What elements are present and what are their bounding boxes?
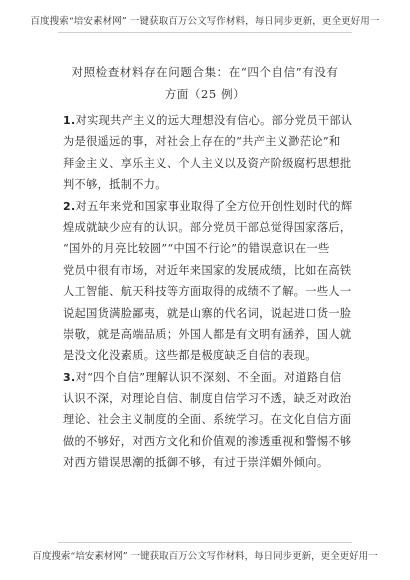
header-divider — [58, 32, 352, 33]
paragraph-text: 对五年来党和国家事业取得了全方位开创性划时代的辉 — [75, 199, 353, 213]
paragraph-line: 认识不深，对理论自信、制度自信学习不透，缺乏对政治 — [63, 392, 352, 406]
item-number: 3. — [63, 370, 76, 384]
paragraph-line: 判不够，抵制不力。 — [63, 178, 167, 192]
paragraph-line: 为是很遥远的事，对社会上存在的“共产主义渺茫论”和 — [63, 135, 341, 149]
paragraph-line: 对西方错误思潮的抵御不够，有过于崇洋媚外倾向。 — [63, 456, 329, 470]
document-body — [63, 110, 353, 474]
paragraph-line: 煌成就缺少应有的认识。部分党员干部总觉得国家落后， — [63, 220, 352, 234]
header-banner: 百度搜索“培安素材网” 一键获取百万公文写作材料，每日同步更新，更全更好用一 — [30, 16, 380, 27]
paragraph-line: 崇敬，就是高端品质；外国人都是有文明有涵养，国人就 — [63, 327, 352, 341]
paragraph-line — [63, 110, 353, 131]
document-title-line-1: 对照检查材料存在问题合集：在“四个自信”有没有 — [71, 65, 339, 79]
item-number: 2. — [63, 199, 76, 213]
footer-banner: 百度搜索“培安素材网” 一键获取百万公文写作材料，每日同步更新，更全更好用一 — [32, 551, 378, 562]
paragraph-line — [63, 196, 353, 217]
paragraph-line: 说起国货满脸鄙夷，就是山寨的代名词，说起进口货一脸 — [63, 306, 352, 320]
paragraph-text: 对“四个自信”理解认识不深刻、不全面。对道路自信 — [75, 370, 342, 384]
item-number: 1. — [63, 114, 76, 127]
paragraph-line: 理论、社会主义制度的全面、系统学习。在文化自信方面 — [63, 413, 352, 427]
paragraph-line: 人工智能、航天科技等方面取得的成绩不了解。一些人一 — [63, 285, 352, 299]
paragraph-line: 做的不够好，对西方文化和价值观的渗透重视和警惕不够 — [63, 434, 352, 448]
document-title-line-2: 方面（25 例） — [164, 87, 246, 101]
paragraph-text: 对实现共产主义的远大理想没有信心。部分党员干部认 — [75, 114, 353, 127]
paragraph-line — [63, 367, 353, 388]
paragraph-line: “国外的月亮比较圆”“中国不行论”的错误意识在一些 — [63, 242, 330, 256]
footer-divider — [58, 542, 352, 543]
paragraph-line: 是没文化没素质。这些都是极度缺乏自信的表现。 — [63, 349, 317, 363]
paragraph-line: 党员中很有市场，对近年来国家的发展成绩，比如在高铁 — [63, 263, 352, 277]
paragraph-line: 拜金主义、享乐主义、个人主义以及资产阶级腐朽思想批 — [63, 156, 352, 170]
